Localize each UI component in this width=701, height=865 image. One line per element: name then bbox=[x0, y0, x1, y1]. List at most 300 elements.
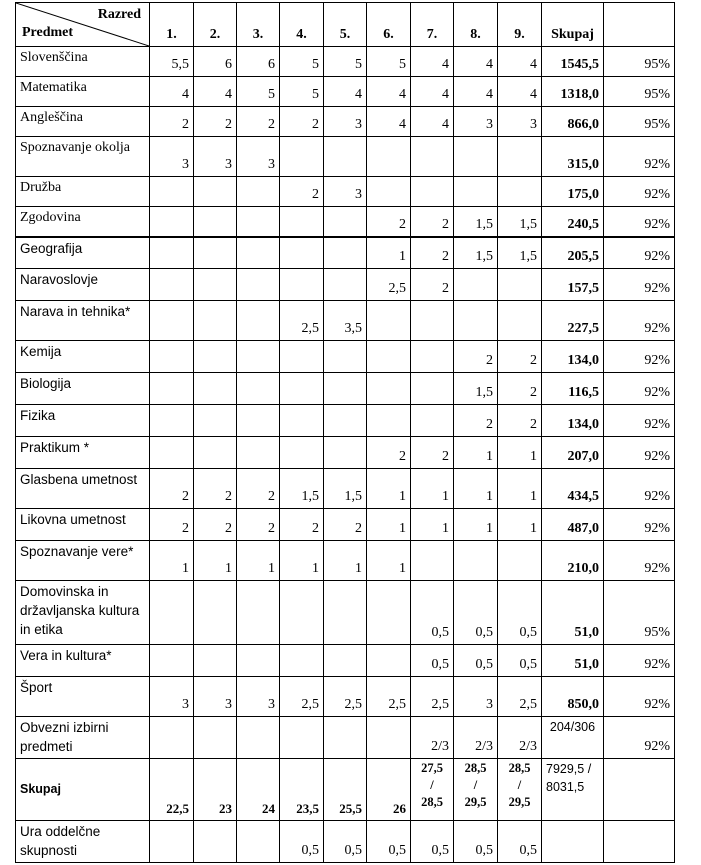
subject-name: Glasbena umetnost bbox=[16, 469, 150, 509]
hours-cell: 0,5 bbox=[411, 645, 454, 677]
hours-cell bbox=[150, 405, 194, 437]
subject-name: Naravoslovje bbox=[16, 269, 150, 301]
hours-cell: 3 bbox=[237, 677, 280, 717]
hours-cell bbox=[454, 269, 498, 301]
hours-cell bbox=[498, 177, 542, 207]
hours-cell bbox=[411, 341, 454, 373]
hours-cell: 1 bbox=[237, 541, 280, 581]
sum-hours-range-part: / bbox=[430, 778, 434, 792]
hours-cell: 4 bbox=[367, 107, 411, 137]
percent-cell: 92% bbox=[604, 509, 675, 541]
sum-hours-range-cell bbox=[411, 759, 454, 821]
hours-cell: 1 bbox=[367, 469, 411, 509]
hours-cell bbox=[454, 137, 498, 177]
percent-cell: 95% bbox=[604, 47, 675, 77]
hours-cell: 2 bbox=[411, 237, 454, 269]
hours-cell bbox=[237, 645, 280, 677]
grade-header: 1. bbox=[150, 3, 194, 47]
subject-name: Likovna umetnost bbox=[16, 509, 150, 541]
total-header: Skupaj bbox=[542, 3, 604, 47]
hours-cell: 5,5 bbox=[150, 47, 194, 77]
percent-header bbox=[604, 3, 675, 47]
hours-cell: 1 bbox=[498, 437, 542, 469]
hours-cell: 1 bbox=[411, 469, 454, 509]
hours-cell bbox=[194, 269, 237, 301]
total-hours-cell: 1318,0 bbox=[542, 77, 604, 107]
grade-header: 2. bbox=[194, 3, 237, 47]
total-hours-cell: 850,0 bbox=[542, 677, 604, 717]
subject-name: Matematika bbox=[16, 77, 150, 107]
percent-cell: 92% bbox=[604, 717, 675, 759]
total-hours-cell: 866,0 bbox=[542, 107, 604, 137]
hours-cell bbox=[324, 437, 367, 469]
hours-cell bbox=[194, 717, 237, 759]
hours-cell bbox=[498, 269, 542, 301]
sum-hours-range-part: 27,5 bbox=[421, 761, 443, 775]
hours-cell bbox=[324, 137, 367, 177]
subject-row bbox=[16, 177, 675, 207]
hours-cell bbox=[150, 207, 194, 237]
hours-cell: 1 bbox=[454, 509, 498, 541]
grade-header: 6. bbox=[367, 3, 411, 47]
sum-hours-cell: 22,5 bbox=[150, 759, 194, 821]
total-hours-cell: 134,0 bbox=[542, 405, 604, 437]
hours-cell: 4 bbox=[411, 77, 454, 107]
hours-cell bbox=[194, 373, 237, 405]
hours-cell: 2 bbox=[280, 177, 324, 207]
grade-header: 7. bbox=[411, 3, 454, 47]
grade-header: 4. bbox=[280, 3, 324, 47]
hours-cell bbox=[367, 717, 411, 759]
hours-cell: 2 bbox=[237, 509, 280, 541]
hours-cell: 2/3 bbox=[454, 717, 498, 759]
hours-cell bbox=[237, 237, 280, 269]
hours-cell: 2,5 bbox=[367, 269, 411, 301]
sum-hours-range-cell bbox=[454, 759, 498, 821]
hours-cell: 3 bbox=[454, 107, 498, 137]
sum-hours-cell: 26 bbox=[367, 759, 411, 821]
hours-cell: 3 bbox=[454, 677, 498, 717]
percent-cell: 92% bbox=[604, 469, 675, 509]
hours-cell: 2 bbox=[280, 509, 324, 541]
hours-cell bbox=[237, 405, 280, 437]
total-hours-cell: 51,0 bbox=[542, 645, 604, 677]
hours-cell: 2 bbox=[498, 405, 542, 437]
hours-cell: 4 bbox=[324, 77, 367, 107]
hours-cell bbox=[280, 437, 324, 469]
hours-cell bbox=[411, 541, 454, 581]
subject-name: Domovinska in državljanska kultura in etika bbox=[16, 581, 150, 645]
grade-header: 3. bbox=[237, 3, 280, 47]
sum-hours-range-part: 29,5 bbox=[464, 795, 487, 809]
hours-cell bbox=[280, 645, 324, 677]
subject-row bbox=[16, 645, 675, 677]
hours-cell: 4 bbox=[411, 47, 454, 77]
sum-hours-range-part: / bbox=[517, 778, 522, 792]
hours-cell bbox=[194, 177, 237, 207]
hours-cell bbox=[367, 581, 411, 645]
hours-cell bbox=[280, 237, 324, 269]
hours-cell bbox=[280, 717, 324, 759]
subject-name: Praktikum * bbox=[16, 437, 150, 469]
hours-cell bbox=[194, 237, 237, 269]
empty-cell bbox=[604, 821, 675, 863]
subject-name: Kemija bbox=[16, 341, 150, 373]
hours-cell: 1 bbox=[367, 237, 411, 269]
hours-cell bbox=[194, 301, 237, 341]
hours-cell: 1,5 bbox=[454, 373, 498, 405]
hours-cell bbox=[194, 581, 237, 645]
hours-cell bbox=[194, 821, 237, 863]
sum-hours-cell: 23,5 bbox=[280, 759, 324, 821]
hours-cell bbox=[237, 373, 280, 405]
hours-cell bbox=[237, 207, 280, 237]
percent-cell: 92% bbox=[604, 137, 675, 177]
hours-cell bbox=[411, 177, 454, 207]
percent-cell: 92% bbox=[604, 373, 675, 405]
subject-row bbox=[16, 581, 675, 645]
hours-cell: 0,5 bbox=[454, 645, 498, 677]
subject-name: Fizika bbox=[16, 405, 150, 437]
hours-cell: 4 bbox=[454, 47, 498, 77]
sum-hours-range-part: 29,5 bbox=[508, 795, 531, 809]
subject-row bbox=[16, 373, 675, 405]
subject-row bbox=[16, 137, 675, 177]
hours-cell: 2 bbox=[367, 207, 411, 237]
hours-cell: 2 bbox=[324, 509, 367, 541]
hours-cell: 5 bbox=[237, 77, 280, 107]
hours-cell: 2 bbox=[411, 207, 454, 237]
hours-cell bbox=[324, 717, 367, 759]
hours-cell bbox=[324, 341, 367, 373]
sum-hours-range-part: / bbox=[473, 778, 478, 792]
total-hours-cell: 204/306 bbox=[542, 717, 604, 759]
hours-cell bbox=[324, 373, 367, 405]
hours-cell: 4 bbox=[367, 77, 411, 107]
hours-cell bbox=[150, 437, 194, 469]
hours-cell: 2/3 bbox=[498, 717, 542, 759]
hours-cell bbox=[280, 269, 324, 301]
hours-cell: 1 bbox=[324, 541, 367, 581]
hours-cell bbox=[280, 137, 324, 177]
hours-cell: 2 bbox=[237, 107, 280, 137]
hours-cell: 2 bbox=[411, 269, 454, 301]
hours-cell bbox=[150, 177, 194, 207]
hours-cell: 2,5 bbox=[367, 677, 411, 717]
hours-cell bbox=[324, 405, 367, 437]
subject-row bbox=[16, 341, 675, 373]
hours-cell: 0,5 bbox=[367, 821, 411, 863]
percent-cell: 92% bbox=[604, 677, 675, 717]
hours-cell: 4 bbox=[411, 107, 454, 137]
subject-row bbox=[16, 405, 675, 437]
subject-row bbox=[16, 237, 675, 269]
hours-cell bbox=[150, 717, 194, 759]
total-hours-cell: 134,0 bbox=[542, 341, 604, 373]
hours-cell: 3 bbox=[150, 677, 194, 717]
subject-row bbox=[16, 509, 675, 541]
hours-cell: 3,5 bbox=[324, 301, 367, 341]
percent-cell: 95% bbox=[604, 581, 675, 645]
hours-cell: 1 bbox=[194, 541, 237, 581]
hours-cell bbox=[324, 207, 367, 237]
grand-total-cell: 7929,5 / 8031,5 bbox=[542, 759, 604, 821]
percent-cell: 92% bbox=[604, 207, 675, 237]
empty-cell bbox=[604, 759, 675, 821]
hours-cell bbox=[280, 341, 324, 373]
subject-name: Slovenščina bbox=[16, 47, 150, 77]
hours-cell: 3 bbox=[194, 137, 237, 177]
hours-cell: 6 bbox=[237, 47, 280, 77]
subject-name: Zgodovina bbox=[16, 207, 150, 237]
hours-cell bbox=[237, 341, 280, 373]
subject-row bbox=[16, 77, 675, 107]
hours-cell bbox=[280, 405, 324, 437]
hours-cell bbox=[367, 645, 411, 677]
header-corner-cell bbox=[16, 3, 150, 47]
hours-cell bbox=[367, 137, 411, 177]
hours-cell: 1 bbox=[498, 469, 542, 509]
percent-cell: 92% bbox=[604, 437, 675, 469]
hours-cell: 4 bbox=[194, 77, 237, 107]
sum-hours-range-part: 28,5 bbox=[508, 761, 531, 775]
hours-cell: 1 bbox=[454, 469, 498, 509]
hours-cell bbox=[150, 821, 194, 863]
subject-row bbox=[16, 47, 675, 77]
hours-cell: 2 bbox=[237, 469, 280, 509]
total-hours-cell: 1545,5 bbox=[542, 47, 604, 77]
grade-header: 9. bbox=[498, 3, 542, 47]
hours-cell bbox=[498, 137, 542, 177]
hours-cell bbox=[367, 177, 411, 207]
subject-row bbox=[16, 269, 675, 301]
percent-cell: 92% bbox=[604, 269, 675, 301]
hours-cell: 2 bbox=[498, 373, 542, 405]
total-hours-cell: 227,5 bbox=[542, 301, 604, 341]
hours-cell: 4 bbox=[454, 77, 498, 107]
hours-cell: 2/3 bbox=[411, 717, 454, 759]
hours-cell bbox=[150, 581, 194, 645]
hours-cell bbox=[367, 373, 411, 405]
total-hours-cell: 434,5 bbox=[542, 469, 604, 509]
hours-cell: 2,5 bbox=[280, 301, 324, 341]
hours-cell: 0,5 bbox=[280, 821, 324, 863]
hours-cell: 3 bbox=[324, 107, 367, 137]
hours-cell: 1 bbox=[367, 509, 411, 541]
hours-cell: 1,5 bbox=[454, 237, 498, 269]
hours-cell: 1 bbox=[498, 509, 542, 541]
hours-cell bbox=[411, 405, 454, 437]
total-hours-cell: 240,5 bbox=[542, 207, 604, 237]
subject-name: Angleščina bbox=[16, 107, 150, 137]
hours-cell: 2,5 bbox=[324, 677, 367, 717]
hours-cell bbox=[150, 237, 194, 269]
subject-name: Narava in tehnika* bbox=[16, 301, 150, 341]
sum-hours-range-part: 28,5 bbox=[421, 795, 443, 809]
total-hours-cell: 487,0 bbox=[542, 509, 604, 541]
hours-cell bbox=[280, 207, 324, 237]
hours-cell: 2 bbox=[367, 437, 411, 469]
hours-cell: 2 bbox=[150, 469, 194, 509]
hours-cell: 1 bbox=[280, 541, 324, 581]
hours-cell: 0,5 bbox=[498, 645, 542, 677]
subject-name: Družba bbox=[16, 177, 150, 207]
total-hours-cell: 210,0 bbox=[542, 541, 604, 581]
hours-cell bbox=[411, 373, 454, 405]
percent-cell: 95% bbox=[604, 107, 675, 137]
subject-name: Spoznavanje vere* bbox=[16, 541, 150, 581]
hours-cell: 1,5 bbox=[454, 207, 498, 237]
hours-cell: 2,5 bbox=[498, 677, 542, 717]
subject-name: Obvezni izbirni predmeti bbox=[16, 717, 150, 759]
subject-row bbox=[16, 469, 675, 509]
hours-cell bbox=[454, 541, 498, 581]
hours-cell bbox=[280, 373, 324, 405]
subject-row bbox=[16, 301, 675, 341]
total-hours-cell: 116,5 bbox=[542, 373, 604, 405]
percent-cell: 95% bbox=[604, 77, 675, 107]
subject-row bbox=[16, 677, 675, 717]
hours-cell bbox=[324, 237, 367, 269]
hours-cell bbox=[411, 137, 454, 177]
class-community-row bbox=[16, 821, 675, 863]
sum-hours-cell: 24 bbox=[237, 759, 280, 821]
subject-name: Biologija bbox=[16, 373, 150, 405]
hours-cell: 3 bbox=[150, 137, 194, 177]
total-hours-cell: 157,5 bbox=[542, 269, 604, 301]
hours-cell: 2 bbox=[411, 437, 454, 469]
hours-cell: 0,5 bbox=[498, 821, 542, 863]
hours-cell bbox=[498, 541, 542, 581]
hours-cell: 2 bbox=[280, 107, 324, 137]
hours-cell: 2 bbox=[498, 341, 542, 373]
hours-cell: 6 bbox=[194, 47, 237, 77]
hours-cell bbox=[498, 301, 542, 341]
subject-row bbox=[16, 207, 675, 237]
hours-cell: 2 bbox=[150, 107, 194, 137]
header-row bbox=[16, 3, 675, 47]
hours-cell: 0,5 bbox=[454, 581, 498, 645]
hours-cell: 1 bbox=[367, 541, 411, 581]
percent-cell: 92% bbox=[604, 645, 675, 677]
hours-cell bbox=[150, 301, 194, 341]
total-hours-cell: 175,0 bbox=[542, 177, 604, 207]
hours-cell: 0,5 bbox=[411, 821, 454, 863]
hours-cell: 4 bbox=[150, 77, 194, 107]
percent-cell: 92% bbox=[604, 237, 675, 269]
hours-cell bbox=[411, 301, 454, 341]
hours-cell bbox=[454, 301, 498, 341]
hours-cell bbox=[194, 645, 237, 677]
hours-cell bbox=[454, 177, 498, 207]
hours-cell bbox=[280, 581, 324, 645]
hours-cell bbox=[367, 341, 411, 373]
hours-cell: 5 bbox=[367, 47, 411, 77]
percent-cell: 92% bbox=[604, 177, 675, 207]
corner-label-subject: Predmet bbox=[22, 25, 74, 40]
hours-cell bbox=[194, 405, 237, 437]
empty-cell bbox=[542, 821, 604, 863]
subject-name: Šport bbox=[16, 677, 150, 717]
sum-hours-range-cell bbox=[498, 759, 542, 821]
hours-cell: 3 bbox=[498, 107, 542, 137]
hours-cell bbox=[324, 645, 367, 677]
grade-header: 8. bbox=[454, 3, 498, 47]
hours-cell: 4 bbox=[498, 77, 542, 107]
subject-row bbox=[16, 107, 675, 137]
grade-header: 5. bbox=[324, 3, 367, 47]
hours-cell bbox=[324, 581, 367, 645]
percent-cell: 92% bbox=[604, 341, 675, 373]
hours-cell bbox=[150, 269, 194, 301]
hours-cell: 1 bbox=[454, 437, 498, 469]
hours-cell bbox=[324, 269, 367, 301]
hours-cell: 2 bbox=[194, 509, 237, 541]
hours-cell: 0,5 bbox=[454, 821, 498, 863]
subject-name: Vera in kultura* bbox=[16, 645, 150, 677]
hours-cell: 1,5 bbox=[498, 207, 542, 237]
subject-row bbox=[16, 437, 675, 469]
hours-cell: 1,5 bbox=[498, 237, 542, 269]
subject-name: Spoznavanje okolja bbox=[16, 137, 150, 177]
hours-cell bbox=[194, 437, 237, 469]
hours-cell: 1 bbox=[411, 509, 454, 541]
hours-cell bbox=[237, 821, 280, 863]
sum-label: Skupaj bbox=[16, 759, 150, 821]
hours-cell: 1,5 bbox=[324, 469, 367, 509]
subject-row bbox=[16, 541, 675, 581]
percent-cell: 92% bbox=[604, 541, 675, 581]
sum-hours-range-part: 28,5 bbox=[464, 761, 487, 775]
hours-cell: 0,5 bbox=[411, 581, 454, 645]
hours-cell: 5 bbox=[280, 77, 324, 107]
hours-cell: 1,5 bbox=[280, 469, 324, 509]
corner-label-grade: Razred bbox=[97, 7, 141, 22]
total-hours-cell: 207,0 bbox=[542, 437, 604, 469]
sum-hours-cell: 23 bbox=[194, 759, 237, 821]
hours-cell: 2 bbox=[454, 341, 498, 373]
hours-cell: 2 bbox=[454, 405, 498, 437]
hours-cell bbox=[237, 177, 280, 207]
hours-cell: 2,5 bbox=[280, 677, 324, 717]
subject-row bbox=[16, 717, 675, 759]
hours-cell bbox=[367, 301, 411, 341]
subject-name: Ura oddelčne skupnosti bbox=[16, 821, 150, 863]
hours-cell: 3 bbox=[194, 677, 237, 717]
total-hours-cell: 315,0 bbox=[542, 137, 604, 177]
hours-cell bbox=[237, 581, 280, 645]
total-hours-cell: 205,5 bbox=[542, 237, 604, 269]
hours-cell bbox=[150, 373, 194, 405]
hours-cell bbox=[194, 207, 237, 237]
hours-cell: 2 bbox=[150, 509, 194, 541]
total-hours-cell: 51,0 bbox=[542, 581, 604, 645]
hours-cell: 0,5 bbox=[498, 581, 542, 645]
hours-cell: 5 bbox=[324, 47, 367, 77]
hours-cell: 2 bbox=[194, 107, 237, 137]
hours-cell: 1 bbox=[150, 541, 194, 581]
sum-hours-cell: 25,5 bbox=[324, 759, 367, 821]
hours-cell: 5 bbox=[280, 47, 324, 77]
hours-cell bbox=[150, 341, 194, 373]
hours-cell: 4 bbox=[498, 47, 542, 77]
sum-row bbox=[16, 759, 675, 821]
hours-cell: 3 bbox=[324, 177, 367, 207]
hours-cell bbox=[194, 341, 237, 373]
hours-cell: 3 bbox=[237, 137, 280, 177]
hours-cell bbox=[367, 405, 411, 437]
hours-cell: 2 bbox=[194, 469, 237, 509]
